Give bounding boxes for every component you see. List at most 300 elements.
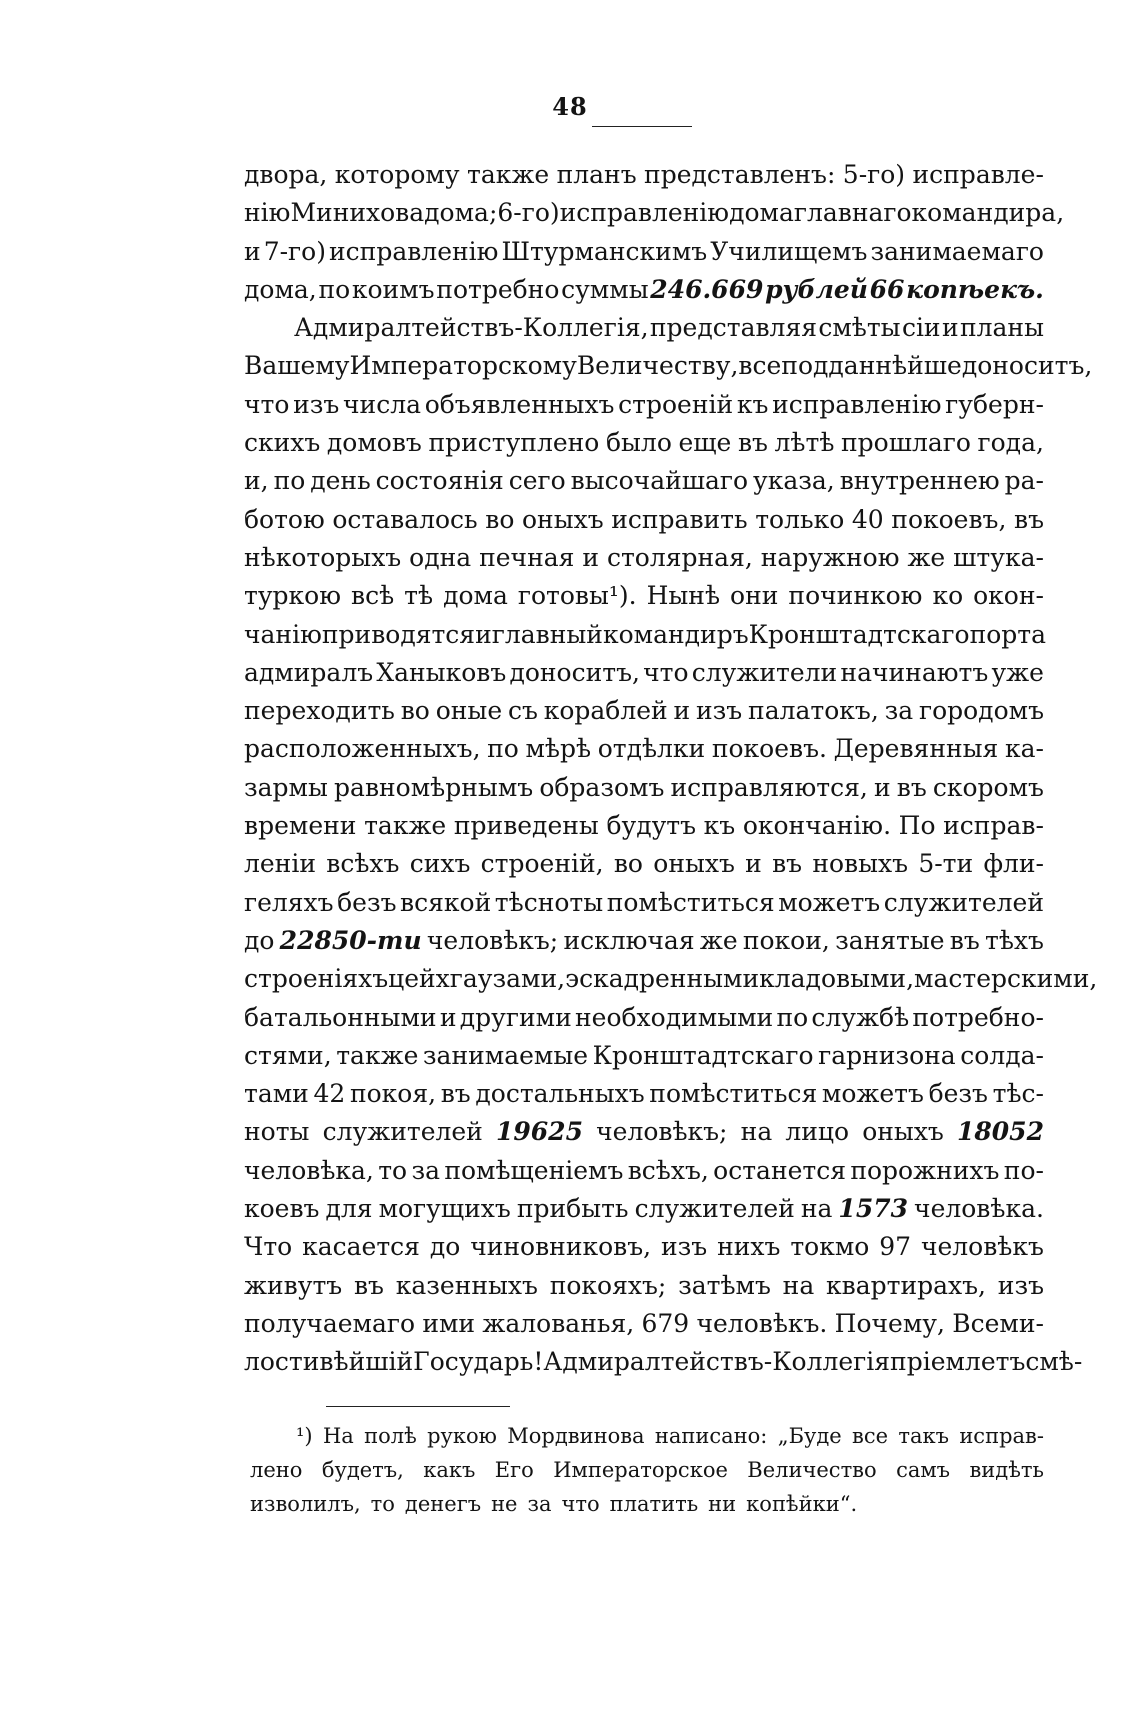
word: Мордвинова: [507, 1424, 645, 1448]
word: и: [745, 849, 762, 879]
word: эскадренными: [565, 964, 760, 994]
word: покояхъ;: [549, 1270, 667, 1300]
word: человѣка,: [244, 1155, 374, 1185]
word: лицо: [785, 1117, 850, 1147]
word: 6-го): [497, 198, 560, 228]
word: по-: [1003, 1155, 1044, 1185]
word: Деревянныя: [833, 734, 999, 764]
word: планъ: [556, 160, 637, 189]
word: исправленiю: [329, 236, 499, 266]
word: то: [370, 1492, 395, 1516]
word: одна: [409, 542, 472, 572]
body-text-line: [244, 696, 1044, 734]
word: гарнизона: [818, 1040, 956, 1070]
word: необходимыми: [574, 1002, 774, 1032]
word: времени: [244, 811, 357, 841]
word: образомъ: [539, 772, 665, 802]
word: губерн-: [945, 389, 1044, 419]
body-text-line: [244, 1003, 1044, 1041]
word: касается: [302, 1232, 420, 1262]
word: Вашему: [244, 351, 350, 381]
body-text-line: [244, 581, 1044, 619]
word: изъ: [661, 1232, 708, 1262]
word: и: [439, 1002, 457, 1032]
footnote-text-line: [250, 1492, 1044, 1526]
word: указа,: [753, 466, 835, 496]
word: нiю: [244, 198, 291, 228]
word: они: [730, 581, 779, 611]
word: ра-: [1004, 466, 1044, 496]
word: занятые: [835, 925, 945, 955]
word: жалованья,: [482, 1308, 635, 1338]
word: чиновниковъ,: [470, 1232, 652, 1262]
word: въ: [353, 1270, 384, 1300]
word: занимаемаго: [870, 236, 1044, 266]
word: въ: [1014, 504, 1044, 534]
body-text-line: [244, 926, 1044, 964]
header-rule: [592, 126, 692, 127]
word: дома: [443, 581, 508, 611]
word: 40: [851, 504, 884, 534]
word: 5-ти: [918, 849, 974, 879]
word: зармы: [244, 772, 328, 802]
word: безъ: [337, 887, 397, 917]
word: дома;: [424, 198, 498, 228]
word: солда-: [960, 1040, 1044, 1070]
word: прошлаго: [841, 428, 971, 458]
word: представленъ:: [644, 160, 836, 189]
word: чанiю: [244, 619, 322, 649]
word: изъ: [997, 1270, 1044, 1300]
word: ка-: [1004, 734, 1044, 764]
word: кладовыми,: [759, 964, 915, 994]
word: такъ: [898, 1424, 949, 1448]
word: квартирахъ,: [826, 1270, 986, 1300]
word: Императорскому: [349, 351, 577, 381]
word: служителей: [883, 887, 1044, 917]
body-text-line: [244, 198, 1065, 236]
word: копѣйки“.: [746, 1492, 858, 1516]
word: по: [318, 274, 351, 304]
body-text-line: [244, 428, 1044, 466]
word: по: [776, 1002, 809, 1032]
word: начинаютъ: [840, 657, 989, 687]
word: главный: [491, 619, 603, 649]
word: платить: [609, 1492, 699, 1516]
word: затѣмъ: [678, 1270, 771, 1300]
word: можетъ: [821, 1079, 924, 1109]
word: окон-: [973, 581, 1044, 611]
body-text-line: [244, 811, 1044, 849]
word: планы: [959, 313, 1044, 343]
word: покоевъ.: [711, 734, 827, 764]
word: 97: [879, 1232, 912, 1262]
word: приводятся: [321, 619, 476, 649]
word: также: [336, 1040, 419, 1070]
word: человѣкъ;: [426, 925, 559, 955]
body-text-line: [244, 160, 1044, 198]
word: можетъ: [778, 887, 881, 917]
word: оныхъ: [521, 504, 604, 534]
word: равномѣрнымъ: [334, 772, 534, 802]
word: живутъ: [244, 1270, 343, 1300]
word: исправле-: [912, 160, 1044, 189]
word: Кронштадтскаго: [748, 619, 970, 649]
word: по: [273, 466, 306, 496]
word: что: [244, 389, 290, 419]
word: за: [884, 696, 914, 726]
word: высочайшаго: [570, 466, 749, 496]
word: во: [485, 504, 515, 534]
word: столярная,: [606, 542, 753, 572]
word: числа: [343, 389, 421, 419]
word: кораблей: [543, 696, 668, 726]
word: внутреннею: [839, 466, 1000, 496]
footnote: [250, 1424, 1044, 1526]
word: потребно-: [912, 1002, 1044, 1032]
word: что: [561, 1492, 600, 1516]
body-text-line: [244, 1079, 1044, 1117]
word: и: [873, 772, 891, 802]
word: всѣхъ: [326, 849, 400, 879]
word: человѣкъ: [920, 1232, 1044, 1262]
word: скоромъ: [932, 772, 1044, 802]
word: и: [941, 313, 959, 343]
word: Государь!: [413, 1347, 544, 1377]
word: доноситъ,: [509, 657, 640, 687]
word: безъ: [928, 1079, 988, 1109]
word: съ: [507, 696, 538, 726]
word: во: [613, 849, 643, 879]
word: и: [475, 619, 492, 649]
word: Нынѣ: [646, 581, 721, 611]
body-text-line: [244, 619, 1047, 658]
word: покоя,: [349, 1079, 437, 1109]
body-text-line: [244, 1347, 1083, 1385]
word: помѣщенiемъ: [444, 1155, 624, 1185]
word: починкою: [788, 581, 923, 611]
body-text-line: [244, 1117, 1044, 1155]
word: 1573: [838, 1194, 909, 1224]
word: изъ: [293, 389, 340, 419]
word: порожнихъ: [850, 1155, 1000, 1185]
word: исправ-: [943, 811, 1044, 841]
word: объявленныхъ: [424, 389, 615, 419]
word: лѣтѣ: [774, 428, 835, 458]
word: строенiй: [618, 389, 734, 419]
word: исключая: [563, 925, 695, 955]
word: Адмиралтействъ-Коллегiя: [543, 1347, 891, 1377]
word: штука-: [953, 542, 1044, 572]
word: командиръ: [602, 619, 749, 649]
word: службѣ: [811, 1002, 910, 1032]
word: всѣхъ,: [627, 1155, 709, 1185]
word: же: [907, 542, 946, 572]
word: Что: [244, 1232, 293, 1262]
word: ленiи: [244, 849, 316, 879]
word: день: [310, 466, 371, 496]
word: въ: [440, 1079, 471, 1109]
word: тѣхъ: [984, 925, 1044, 955]
word: тѣ: [404, 581, 434, 611]
word: Величество: [747, 1458, 877, 1482]
word: ботою: [244, 504, 325, 534]
body-text-line: [244, 1194, 1044, 1232]
word: ¹): [296, 1424, 313, 1448]
body-text-line: [244, 1156, 1044, 1194]
word: Всеми-: [952, 1308, 1044, 1338]
body-text-line: [244, 773, 1044, 811]
word: на: [800, 1194, 833, 1224]
word: городомъ: [918, 696, 1044, 726]
word: токмо: [790, 1232, 870, 1262]
word: по: [487, 734, 519, 764]
word: также: [467, 160, 550, 189]
word: за: [527, 1492, 552, 1516]
word: главнаго: [793, 198, 912, 228]
word: до: [429, 1232, 461, 1262]
word: смѣты: [818, 313, 901, 343]
word: во: [400, 696, 430, 726]
word: оныхъ: [653, 849, 735, 879]
word: прiемлетъ: [890, 1347, 1026, 1377]
word: 18052: [957, 1117, 1044, 1147]
body-text-line: [244, 275, 1044, 313]
word: сихъ: [409, 849, 471, 879]
word: Его: [494, 1458, 534, 1482]
word: самъ: [896, 1458, 951, 1482]
word: скихъ: [244, 428, 321, 458]
word: не: [491, 1492, 518, 1516]
word: было: [605, 428, 672, 458]
word: По: [898, 811, 936, 841]
word: 246.669: [650, 274, 764, 304]
word: въ: [737, 428, 768, 458]
word: покоевъ,: [891, 504, 1007, 534]
word: въ: [772, 849, 803, 879]
word: порта: [969, 619, 1047, 649]
word: всякой: [400, 887, 492, 917]
word: видѣть: [969, 1458, 1044, 1482]
word: оставалось: [332, 504, 478, 534]
word: будетъ,: [321, 1458, 404, 1482]
body-text-line: [244, 1309, 1044, 1347]
word: Кронштадтскаго: [592, 1040, 814, 1070]
word: наружною: [760, 542, 900, 572]
word: то: [378, 1155, 408, 1185]
word: только: [755, 504, 845, 534]
body-text-line: [244, 734, 1044, 772]
word: суммы: [561, 274, 649, 304]
word: получаемаго: [244, 1308, 416, 1338]
word: палатокъ,: [748, 696, 879, 726]
word: помѣститься: [649, 1079, 818, 1109]
word: На: [322, 1424, 354, 1448]
word: 22850-ти: [279, 925, 422, 955]
word: приведены: [453, 811, 599, 841]
body-text-line: [244, 237, 1044, 275]
word: же: [699, 925, 738, 955]
word: исправляются,: [670, 772, 868, 802]
body-text-line: [244, 1271, 1044, 1309]
word: коевъ: [244, 1194, 320, 1224]
word: 7-го): [263, 236, 326, 266]
body-text-line: [244, 658, 1044, 696]
word: 42: [313, 1079, 346, 1109]
body-text-line: [244, 505, 1044, 543]
word: казенныхъ: [395, 1270, 538, 1300]
word: Училищемъ: [710, 236, 868, 266]
body-text-line: [244, 888, 1044, 926]
word: и: [244, 236, 261, 266]
word: служителей: [634, 1194, 795, 1224]
word: для: [325, 1194, 373, 1224]
word: мастерскими,: [914, 964, 1098, 994]
word: на: [740, 1117, 773, 1147]
word: оные: [435, 696, 503, 726]
word: геляхъ: [244, 887, 334, 917]
word: адмиралъ: [244, 657, 374, 687]
footnote-rule: [326, 1406, 510, 1407]
word: 19625: [495, 1117, 583, 1147]
word: изволилъ,: [250, 1492, 361, 1516]
word: готовы¹).: [517, 581, 637, 611]
word: прибыть: [516, 1194, 629, 1224]
word: и: [673, 696, 691, 726]
word: фли-: [983, 849, 1044, 879]
word: ими: [422, 1308, 476, 1338]
word: до: [244, 925, 275, 955]
word: за: [411, 1155, 440, 1185]
word: дома,: [244, 274, 317, 304]
body-text-line: [244, 351, 1093, 389]
word: батальонными: [244, 1002, 437, 1032]
word: сiи: [901, 313, 941, 343]
body-text-line: [244, 1041, 1044, 1079]
word: тѣсноты: [494, 887, 604, 917]
word: домовъ: [326, 428, 422, 458]
word: ко: [932, 581, 964, 611]
word: смѣ-: [1025, 1347, 1083, 1377]
word: достальныхъ: [475, 1079, 645, 1109]
word: тами: [244, 1079, 309, 1109]
word: копѣекъ.: [906, 274, 1044, 304]
word: исправленiю: [772, 389, 942, 419]
word: исправ-: [959, 1424, 1044, 1448]
footnote-text-line: [250, 1424, 1044, 1458]
word: помѣститься: [606, 887, 775, 917]
word: ни: [708, 1492, 737, 1516]
word: переходить: [244, 696, 395, 726]
body-text-line: [244, 849, 1044, 887]
word: въ: [949, 925, 980, 955]
word: покои,: [742, 925, 830, 955]
word: потребно: [436, 274, 560, 304]
word: 66: [869, 274, 905, 304]
word: 679: [641, 1308, 690, 1338]
word: Адмиралтействъ-Коллегiя,: [294, 313, 649, 343]
word: человѣкъ.: [696, 1308, 828, 1338]
word: служители: [691, 657, 838, 687]
word: расположенныхъ,: [244, 734, 481, 764]
word: новыхъ: [812, 849, 909, 879]
word: нѣкоторыхъ: [244, 542, 402, 572]
word: написано:: [654, 1424, 768, 1448]
word: къ: [703, 811, 736, 841]
word: отдѣлки: [597, 734, 706, 764]
word: лостивѣйшiй: [244, 1347, 414, 1377]
word: человѣкъ;: [596, 1117, 728, 1147]
word: приступлено: [428, 428, 600, 458]
word: на: [782, 1270, 815, 1300]
word: также: [364, 811, 447, 841]
word: туркою: [244, 581, 341, 611]
word: командира,: [911, 198, 1065, 228]
word: нихъ: [717, 1232, 781, 1262]
body-text-line: [244, 1232, 1044, 1270]
word: Почему,: [834, 1308, 945, 1338]
word: окончанiю.: [742, 811, 892, 841]
word: будутъ: [606, 811, 697, 841]
word: и: [582, 542, 600, 572]
body-text-line: [244, 390, 1044, 428]
main-text: [244, 160, 1098, 1386]
word: двора,: [244, 160, 328, 189]
word: 5-го): [842, 160, 906, 189]
word: года,: [977, 428, 1044, 458]
word: служителей: [322, 1117, 483, 1147]
footnote-text-line: [250, 1458, 1044, 1492]
word: всѣ: [351, 581, 395, 611]
word: которому: [334, 160, 460, 189]
word: Минихова: [290, 198, 425, 228]
word: коимъ: [351, 274, 435, 304]
word: исправленiю: [559, 198, 730, 228]
word: дома: [729, 198, 794, 228]
word: человѣка.: [914, 1194, 1044, 1224]
body-text-line: [244, 543, 1044, 581]
word: мѣрѣ: [525, 734, 592, 764]
word: денегъ: [404, 1492, 482, 1516]
word: занимаемые: [422, 1040, 589, 1070]
word: уже: [991, 657, 1044, 687]
word: цейхгаузами,: [388, 964, 566, 994]
word: представляя: [649, 313, 817, 343]
word: другими: [459, 1002, 572, 1032]
word: исправить: [611, 504, 748, 534]
word: Ханыковъ: [376, 657, 507, 687]
word: доноситъ,: [961, 351, 1093, 381]
word: стями,: [244, 1040, 332, 1070]
word: Величеству,: [576, 351, 739, 381]
word: всеподданнѣйше: [738, 351, 962, 381]
word: строенiй,: [480, 849, 604, 879]
word: Штурманскимъ: [501, 236, 708, 266]
word: ноты: [244, 1117, 310, 1147]
body-text-line: [244, 313, 1044, 351]
word: состоянiя: [375, 466, 504, 496]
word: все: [852, 1424, 889, 1448]
word: и,: [244, 466, 269, 496]
body-text-line: [244, 964, 1098, 1002]
word: еще: [678, 428, 732, 458]
word: какъ: [423, 1458, 476, 1482]
word: оныхъ: [862, 1117, 944, 1147]
word: къ: [736, 389, 769, 419]
word: что: [643, 657, 689, 687]
word: Императорское: [553, 1458, 728, 1482]
body-text-line: [244, 466, 1044, 504]
